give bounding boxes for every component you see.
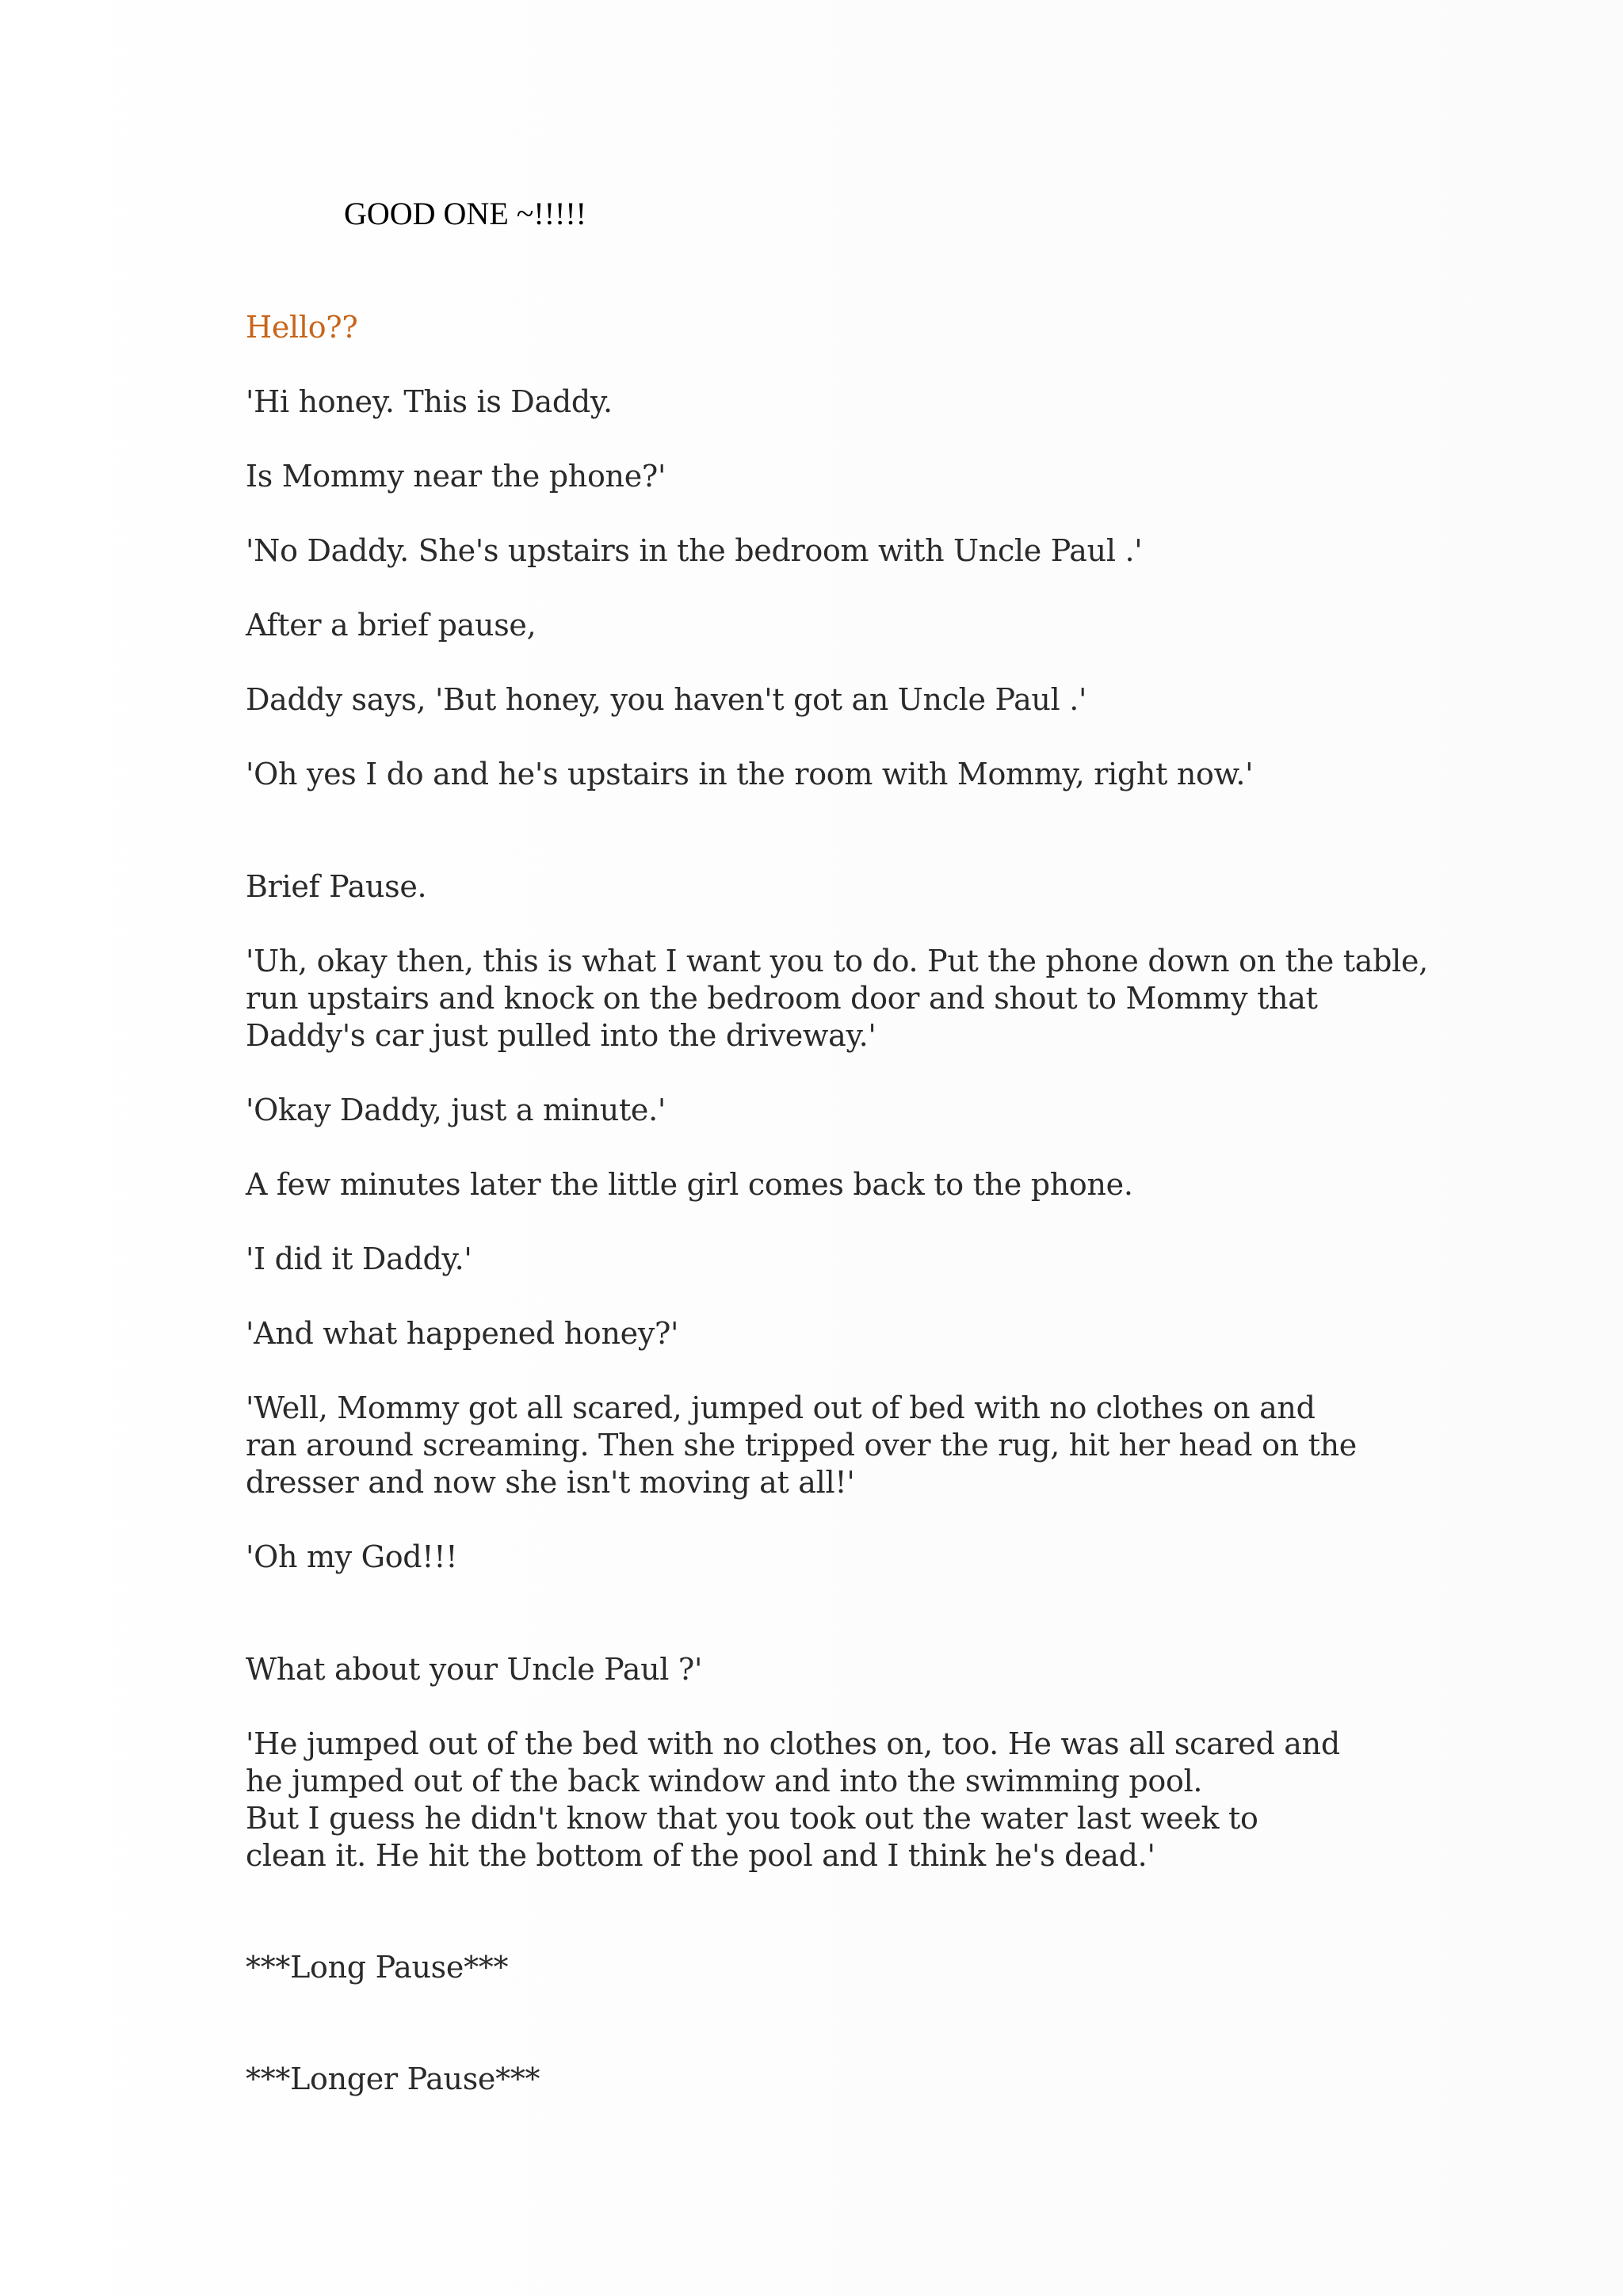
text-line: After a brief pause, <box>246 608 537 643</box>
greeting-line: Hello?? <box>246 310 358 345</box>
text-line: 'He jumped out of the bed with no clothes on, too. He was all scared and <box>246 1726 1340 1761</box>
text-line: 'I did it Daddy.' <box>246 1241 472 1276</box>
text-line: Is Mommy near the phone?' <box>246 459 666 494</box>
text-line: run upstairs and knock on the bedroom door and shout to Mommy that <box>246 981 1318 1016</box>
text-line: clean it. He hit the bottom of the pool and I think he's dead.' <box>246 1838 1155 1873</box>
text-line: 'Well, Mommy got all scared, jumped out of bed with no clothes on and <box>246 1390 1316 1425</box>
text-line: 'Hi honey. This is Daddy. <box>246 384 613 419</box>
document-heading: GOOD ONE ~!!!!! <box>344 196 586 231</box>
text-line: 'And what happened honey?' <box>246 1316 679 1351</box>
text-line: A few minutes later the little girl comes back to the phone. <box>246 1167 1133 1202</box>
text-line: Brief Pause. <box>246 869 427 904</box>
text-line: ***Long Pause*** <box>246 1950 509 1985</box>
text-line: dresser and now she isn't moving at all!' <box>246 1465 855 1500</box>
text-line: 'Uh, okay then, this is what I want you to do. Put the phone down on the table, <box>246 944 1428 978</box>
text-line: ran around screaming. Then she tripped over the rug, hit her head on the <box>246 1428 1357 1463</box>
text-line: ***Longer Pause*** <box>246 2061 540 2096</box>
text-line: Daddy says, 'But honey, you haven't got an Uncle Paul .' <box>246 682 1087 717</box>
text-line: 'Okay Daddy, just a minute.' <box>246 1093 666 1127</box>
text-line: 'Oh yes I do and he's upstairs in the room with Mommy, right now.' <box>246 757 1254 791</box>
text-line: But I guess he didn't know that you took out the water last week to <box>246 1801 1258 1836</box>
text-line: Daddy's car just pulled into the driveway.' <box>246 1018 876 1053</box>
text-line: 'No Daddy. She's upstairs in the bedroom with Uncle Paul .' <box>246 533 1143 568</box>
text-line: he jumped out of the back window and into the swimming pool. <box>246 1764 1203 1798</box>
text-line: 'Oh my God!!! <box>246 1539 458 1574</box>
text-line: What about your Uncle Paul ?' <box>246 1652 703 1687</box>
